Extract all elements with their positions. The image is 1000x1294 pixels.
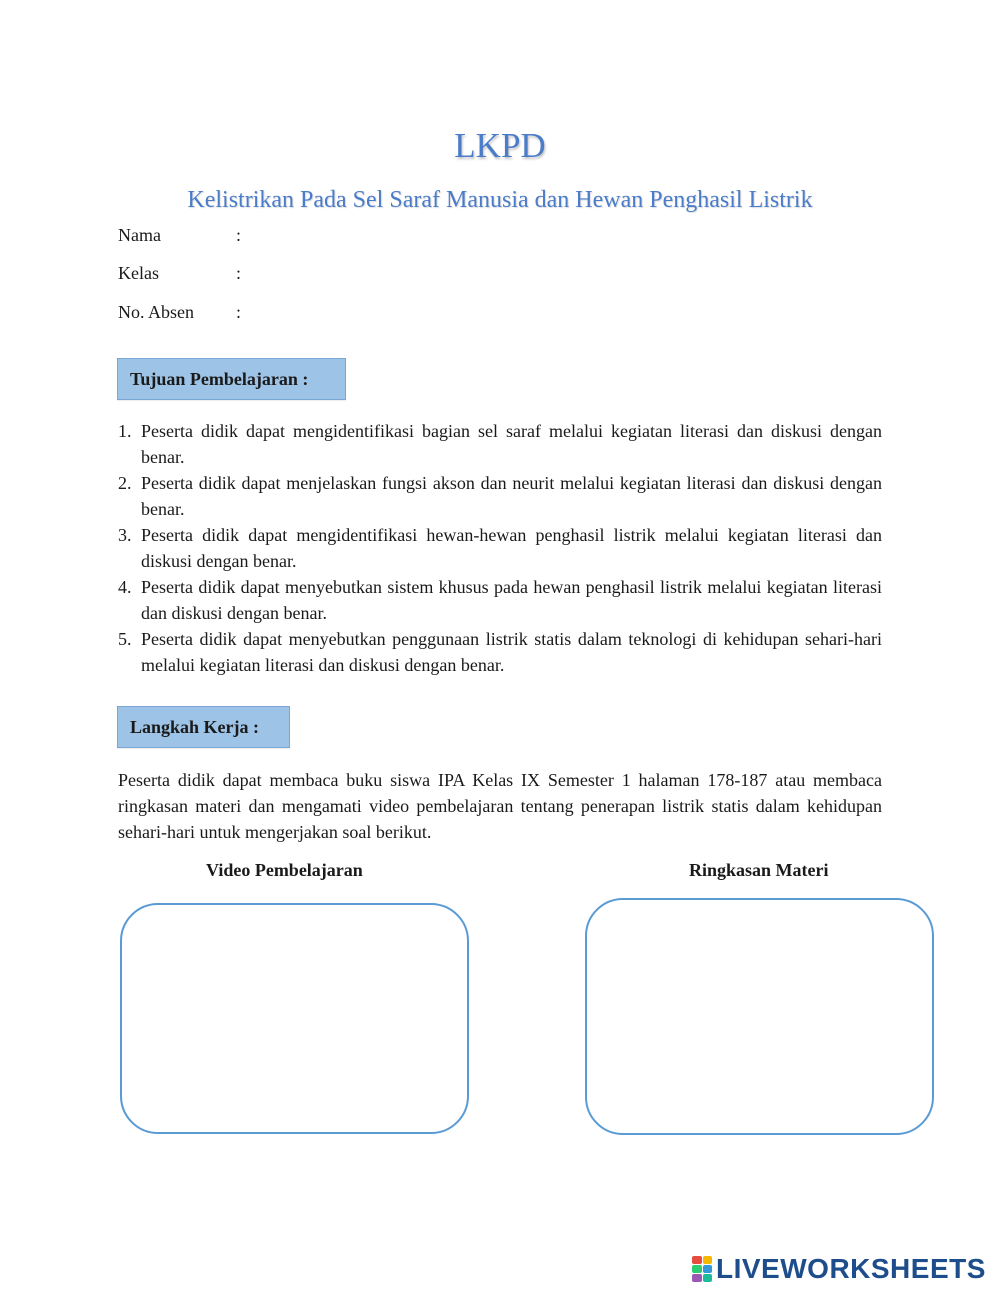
item-number: 1. bbox=[118, 421, 132, 441]
item-text: Peserta didik dapat menyebutkan penggunaan listrik statis dalam teknologi di kehidupan sehari-hari melalui kegiatan literasi dan diskusi dengan benar. bbox=[141, 629, 882, 675]
field-label: Kelas bbox=[118, 263, 159, 283]
list-item bbox=[118, 626, 882, 678]
page-subtitle: Kelistrikan Pada Sel Saraf Manusia dan Hewan Penghasil Listrik bbox=[187, 187, 813, 213]
list-item bbox=[118, 522, 882, 574]
field-separator: : bbox=[236, 302, 242, 322]
tujuan-heading: Tujuan Pembelajaran : bbox=[117, 358, 346, 400]
video-frame[interactable] bbox=[120, 903, 469, 1134]
tujuan-list bbox=[118, 418, 882, 678]
list-item bbox=[118, 418, 882, 470]
item-number: 4. bbox=[118, 577, 132, 597]
item-number: 3. bbox=[118, 525, 132, 545]
summary-frame[interactable] bbox=[585, 898, 934, 1135]
video-label: Video Pembelajaran bbox=[206, 860, 363, 880]
item-text: Peserta didik dapat menyebutkan sistem khusus pada hewan penghasil listrik melalui kegiatan literasi dan diskusi dengan benar. bbox=[141, 577, 882, 623]
logo-text: LIVEWORKSHEETS bbox=[716, 1253, 986, 1284]
item-text: Peserta didik dapat mengidentifikasi bagian sel saraf melalui kegiatan literasi dan diskusi dengan benar. bbox=[141, 421, 882, 467]
liveworksheets-logo bbox=[692, 1252, 986, 1286]
field-kelas bbox=[118, 263, 241, 284]
list-item bbox=[118, 470, 882, 522]
page-title: LKPD bbox=[454, 126, 546, 165]
field-separator: : bbox=[236, 263, 242, 283]
field-nama bbox=[118, 225, 241, 246]
field-label: No. Absen bbox=[118, 302, 194, 322]
logo-badge-icon bbox=[692, 1256, 712, 1282]
field-separator: : bbox=[236, 225, 242, 245]
item-number: 5. bbox=[118, 629, 132, 649]
item-number: 2. bbox=[118, 473, 132, 493]
item-text: Peserta didik dapat mengidentifikasi hewan-hewan penghasil listrik melalui kegiatan literasi dan diskusi dengan benar. bbox=[141, 525, 882, 571]
field-label: Nama bbox=[118, 225, 161, 245]
langkah-heading: Langkah Kerja : bbox=[117, 706, 290, 748]
list-item bbox=[118, 574, 882, 626]
item-text: Peserta didik dapat menjelaskan fungsi akson dan neurit melalui kegiatan literasi dan diskusi dengan benar. bbox=[141, 473, 882, 519]
summary-label: Ringkasan Materi bbox=[689, 860, 829, 880]
langkah-paragraph: Peserta didik dapat membaca buku siswa IPA Kelas IX Semester 1 halaman 178-187 atau membaca ringkasan materi dan mengamati video pembelajaran tentang penerapan listrik statis dalam kehidupan sehari-hari untuk mengerjakan soal berikut. bbox=[118, 770, 882, 842]
field-no-absen bbox=[118, 302, 241, 323]
